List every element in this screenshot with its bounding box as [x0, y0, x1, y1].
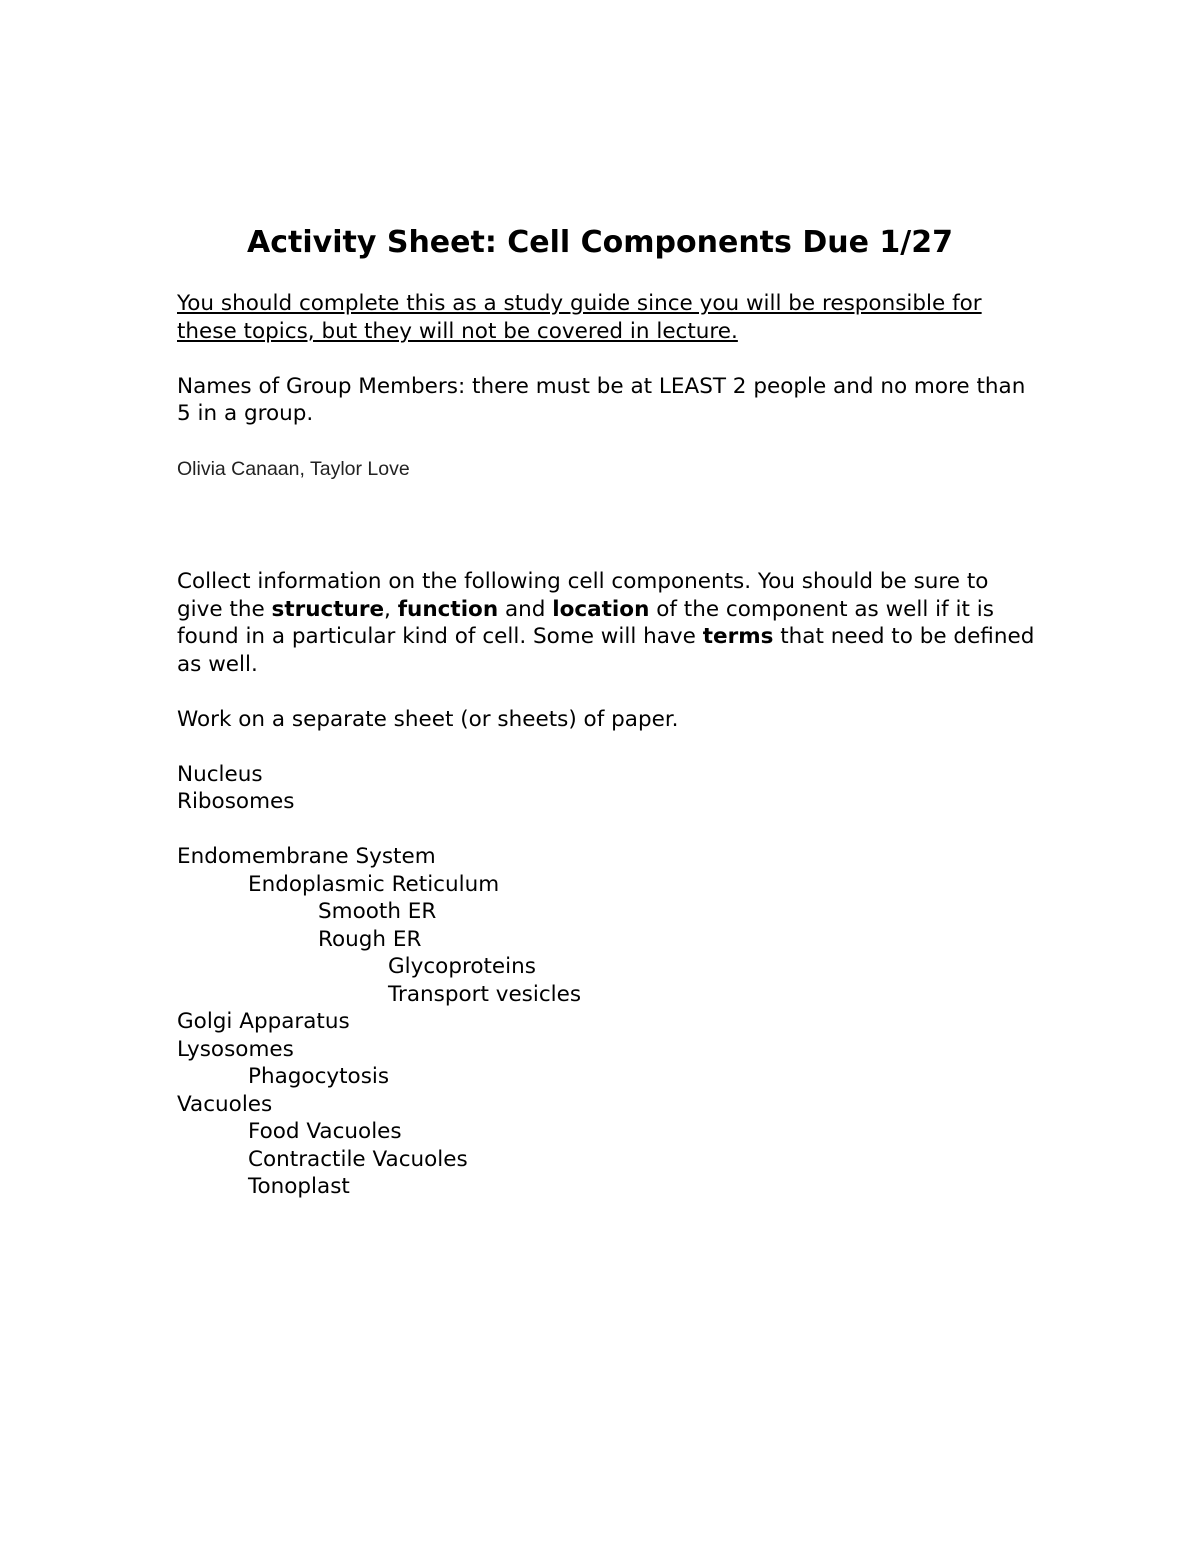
- instructions-bold-function: function: [397, 596, 499, 622]
- topic-ribosomes: Ribosomes: [177, 789, 295, 814]
- topic-vacuoles: Vacuoles: [177, 1091, 273, 1117]
- instructions-text: and: [498, 596, 553, 622]
- topic-glycoproteins: Glycoproteins: [388, 954, 536, 979]
- cell-components-list: [177, 761, 1037, 1201]
- spacer: [177, 345, 1037, 373]
- spacer: [177, 733, 1037, 761]
- intro-note: You should complete this as a study guide since you will be responsible for these topics, but they will not be covered in lecture.: [177, 291, 982, 344]
- topic-food-vacuoles: Food Vacuoles: [248, 1119, 402, 1144]
- document-title: Activity Sheet: Cell Components Due 1/27: [247, 225, 953, 260]
- topic-phagocytosis: Phagocytosis: [248, 1064, 390, 1089]
- topic-endoplasmic-reticulum: Endoplasmic Reticulum: [248, 871, 500, 897]
- spacer: [177, 678, 1037, 706]
- instructions-bold-terms: terms: [702, 624, 774, 649]
- work-note: Work on a separate sheet (or sheets) of paper.: [177, 706, 679, 732]
- topic-golgi-apparatus: Golgi Apparatus: [177, 1009, 350, 1034]
- topic-tonoplast: Tonoplast: [248, 1174, 350, 1199]
- spacer: [177, 428, 1037, 456]
- instructions-text: of the component as well if it is found in a particular kind of cell. Some will have: [177, 596, 994, 649]
- topic-smooth-er: Smooth ER: [318, 899, 437, 924]
- spacer: [177, 483, 1037, 568]
- instructions-text: Collect information on the following cell components. You should be sure to give the: [177, 569, 989, 622]
- topic-nucleus: Nucleus: [177, 761, 263, 787]
- topic-lysosomes: Lysosomes: [177, 1036, 294, 1062]
- instructions-paragraph: [177, 568, 1037, 678]
- instructions-text: ,: [384, 596, 398, 622]
- instructions-text: that need to be defined as well.: [177, 624, 1035, 677]
- topic-contractile-vacuoles: Contractile Vacuoles: [248, 1146, 468, 1172]
- instructions-bold-location: location: [552, 596, 650, 622]
- group-members-names: Olivia Canaan, Taylor Love: [177, 458, 410, 480]
- instructions-bold-structure: structure: [271, 596, 385, 622]
- spacer: [177, 816, 1037, 844]
- topic-endomembrane-system: Endomembrane System: [177, 844, 436, 869]
- group-members-prompt: Names of Group Members: there must be at LEAST 2 people and no more than 5 in a group.: [177, 373, 1026, 426]
- document-body: [177, 222, 1037, 1201]
- topic-transport-vesicles: Transport vesicles: [388, 981, 582, 1007]
- topic-rough-er: Rough ER: [318, 926, 422, 952]
